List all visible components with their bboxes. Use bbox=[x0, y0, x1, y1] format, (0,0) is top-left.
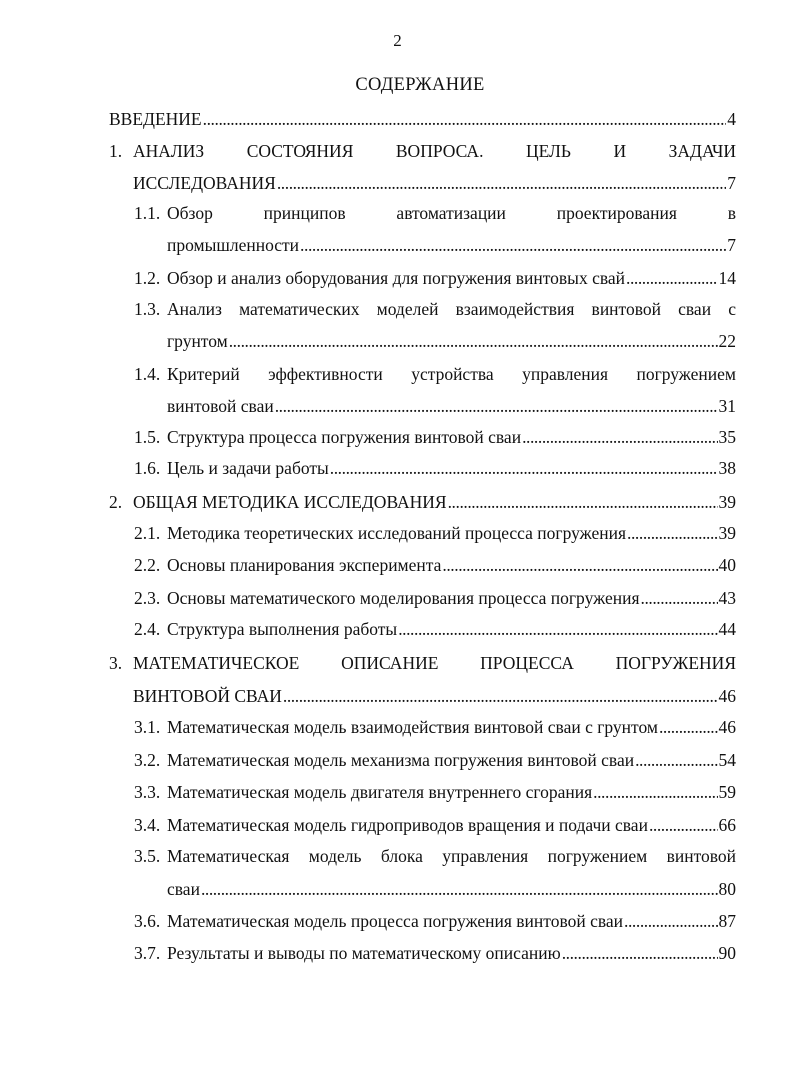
toc-entry-page: 39 bbox=[718, 492, 736, 512]
toc-entry-page: 54 bbox=[718, 750, 736, 770]
toc-entry-1-3[interactable] bbox=[134, 299, 736, 359]
page-number: 2 bbox=[393, 31, 402, 50]
toc-entry-number: 3.5. bbox=[134, 846, 161, 866]
toc-entry-label: Математическая модель взаимодействия винтовой сваи с грунтом bbox=[167, 717, 658, 737]
toc-entry-label: Математическая модель механизма погружения винтовой сваи bbox=[167, 750, 635, 770]
toc-entry-number: 1.3. bbox=[134, 299, 161, 319]
toc-entry-page: 59 bbox=[718, 782, 736, 802]
toc-entry-label: Методика теоретических исследований процесса погружения bbox=[167, 523, 627, 543]
toc-entry-number: 1.1. bbox=[134, 203, 161, 223]
toc-entry-label: ВВЕДЕНИЕ bbox=[109, 109, 202, 129]
toc-entry-number: 2.1. bbox=[134, 523, 161, 543]
toc-title: СОДЕРЖАНИЕ bbox=[355, 75, 485, 95]
toc-entry-number: 1.2. bbox=[134, 268, 161, 288]
toc-entry-label-line1: Математическая модель блока управления погружением винтовой bbox=[167, 846, 736, 866]
toc-entry-label: Математическая модель гидроприводов вращения и подачи сваи bbox=[167, 815, 648, 835]
toc-entry-label-line1: МАТЕМАТИЧЕСКОЕ ОПИСАНИЕ ПРОЦЕССА ПОГРУЖЕНИЯ bbox=[133, 653, 736, 673]
toc-entry-number: 3.3. bbox=[134, 782, 161, 802]
toc-entry-number: 2.3. bbox=[134, 588, 161, 608]
toc-entry-number: 3.7. bbox=[134, 943, 161, 963]
toc-entry-chapter-1[interactable] bbox=[109, 141, 736, 201]
toc-entry-page: 31 bbox=[718, 396, 736, 416]
toc-entry-label-line1: Критерий эффективности устройства управления погружением bbox=[167, 364, 736, 384]
toc-entry-label: Структура процесса погружения винтовой сваи bbox=[167, 427, 522, 447]
toc-entry-page: 87 bbox=[718, 911, 736, 931]
toc-entry-number: 1.4. bbox=[134, 364, 161, 384]
toc-entry-label-line1: Анализ математических моделей взаимодействия винтовой сваи с bbox=[167, 299, 736, 319]
toc-entry-page: 4 bbox=[727, 109, 736, 129]
toc-entry-page: 43 bbox=[718, 588, 736, 608]
toc-entry-label-line2: ВИНТОВОЙ СВАИ bbox=[133, 686, 282, 706]
toc-entry-label: Структура выполнения работы bbox=[167, 619, 398, 639]
toc-entry-page: 22 bbox=[718, 331, 736, 351]
toc-entry-number: 1.6. bbox=[134, 458, 161, 478]
toc-entry-label: Основы математического моделирования процесса погружения bbox=[167, 588, 640, 608]
toc-entry-number: 3.6. bbox=[134, 911, 161, 931]
toc-entry-page: 40 bbox=[718, 555, 736, 575]
toc-entry-page: 7 bbox=[727, 173, 736, 193]
toc-entry-label: ОБЩАЯ МЕТОДИКА ИССЛЕДОВАНИЯ bbox=[133, 492, 447, 512]
toc-entry-label-line1: Обзор принципов автоматизации проектирования в bbox=[167, 203, 736, 223]
toc-entry-page: 66 bbox=[718, 815, 736, 835]
toc-entry-1-1[interactable] bbox=[134, 203, 736, 263]
toc-entry-page: 35 bbox=[718, 427, 736, 447]
toc-entry-label-line1: АНАЛИЗ СОСТОЯНИЯ ВОПРОСА. ЦЕЛЬ И ЗАДАЧИ bbox=[133, 141, 736, 161]
toc-entry-label: Основы планирования эксперимента bbox=[167, 555, 442, 575]
toc-entry-label: Обзор и анализ оборудования для погружения винтовых свай bbox=[167, 268, 625, 288]
toc-entry-label: Цель и задачи работы bbox=[167, 458, 329, 478]
toc-entry-label-line2: промышленности bbox=[167, 235, 300, 255]
toc-entry-chapter-3[interactable] bbox=[109, 653, 736, 713]
toc-entry-page: 80 bbox=[718, 879, 736, 899]
toc-entry-label-line2: сваи bbox=[167, 879, 200, 899]
toc-entry-1-4[interactable] bbox=[134, 364, 736, 424]
toc-entry-number: 1.5. bbox=[134, 427, 161, 447]
toc-entry-number: 2.4. bbox=[134, 619, 161, 639]
toc-entry-label-line2: грунтом bbox=[167, 331, 228, 351]
toc-entry-label-line2: винтовой сваи bbox=[167, 396, 274, 416]
toc-entry-page: 39 bbox=[718, 523, 736, 543]
toc-entry-number: 3.2. bbox=[134, 750, 161, 770]
toc-entry-page: 38 bbox=[718, 458, 736, 478]
toc-entry-number: 1. bbox=[109, 141, 123, 161]
toc-entry-number: 3. bbox=[109, 653, 123, 673]
toc-entry-number: 2. bbox=[109, 492, 123, 512]
toc-entry-number: 3.1. bbox=[134, 717, 161, 737]
toc-entry-label-line2: ИССЛЕДОВАНИЯ bbox=[133, 173, 276, 193]
toc-entry-label: Математическая модель процесса погружения винтовой сваи bbox=[167, 911, 624, 931]
toc-entry-page: 7 bbox=[727, 235, 736, 255]
toc-entry-page: 90 bbox=[718, 943, 736, 963]
toc-entry-3-5[interactable] bbox=[134, 846, 736, 906]
toc-entry-page: 14 bbox=[718, 268, 736, 288]
toc-entry-number: 3.4. bbox=[134, 815, 161, 835]
toc-entry-page: 44 bbox=[718, 619, 736, 639]
toc-entry-label: Результаты и выводы по математическому описанию bbox=[167, 943, 561, 963]
toc-entry-page: 46 bbox=[718, 717, 736, 737]
toc-entry-label: Математическая модель двигателя внутреннего сгорания bbox=[167, 782, 593, 802]
toc-entry-page: 46 bbox=[718, 686, 736, 706]
toc-entry-number: 2.2. bbox=[134, 555, 161, 575]
